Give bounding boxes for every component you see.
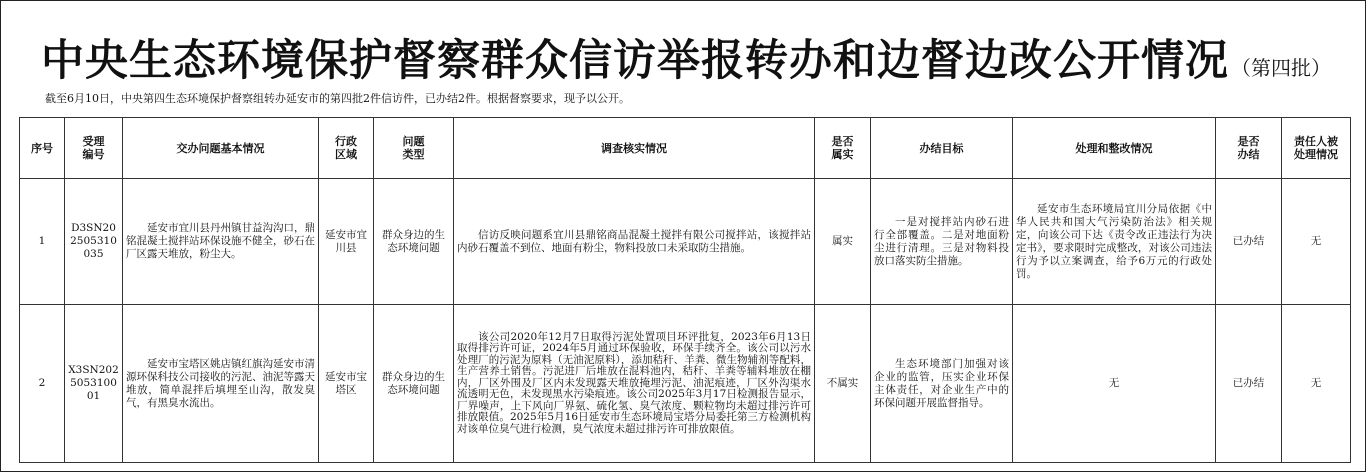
cell-region: 延安市宜川县 [319, 179, 374, 305]
cell-accountable: 无 [1282, 179, 1351, 305]
table-row [20, 179, 1351, 305]
petition-table [19, 117, 1351, 463]
header-region: 行政区域 [319, 118, 374, 179]
header-type: 问题类型 [374, 118, 454, 179]
cell-type: 群众身边的生态环境问题 [374, 305, 454, 463]
cell-basic: 延安市宝塔区姚店镇红旗沟延安市清源环保科技公司接收的污泥、油泥等露天堆放，简单混拌后填埋至山沟，散发臭气，有黑臭水流出。 [123, 305, 319, 463]
header-code: 受理编号 [65, 118, 123, 179]
cell-investigation: 该公司2020年12月7日取得污泥处置项目环评批复，2023年6月13日取得排污许可证，2024年5月通过环保验收，环保手续齐全。该公司以污水处理厂的污泥为原料（无油泥原料），添加秸秆、羊粪、微生物辅剂等配料，生产营养土销售。污泥进厂后堆放在混料池内，秸秆、羊粪等辅料堆放在棚内，厂区外围及厂区内未发现露天堆放掩埋污泥、油泥痕迹，厂区外沟渠水流透明无色，未发现黑水污染痕迹。该公司2025年3月17日检测报告显示，厂界噪声，上下风向厂界氨、硫化氢、臭气浓度、颗粒物均未超过排污许可排放限值。2025年5月16日延安市生态环境局宝塔分局委托第三方检测机构对该单位臭气进行检测，臭气浓度未超过排污许可排放限值。 [454, 305, 815, 463]
header-done: 是否办结 [1216, 118, 1282, 179]
batch-label: （第四批） [1231, 56, 1331, 80]
cell-verified: 不属实 [815, 305, 871, 463]
cell-goal: 一是对搅拌站内砂石进行全部覆盖。二是对地面粉尘进行清理。三是对物料投放口落实防尘措施。 [871, 179, 1013, 305]
intro-text: 截至6月10日，中央第四生态环境保护督察组转办延安市的第四批2件信访件，已办结2件。根据督察要求，现予以公开。 [45, 92, 630, 105]
cell-region: 延安市宝塔区 [319, 305, 374, 463]
cell-done: 已办结 [1216, 179, 1282, 305]
header-basic: 交办问题基本情况 [123, 118, 319, 179]
header-verified: 是否属实 [815, 118, 871, 179]
cell-code: D3SN202505310035 [65, 179, 123, 305]
cell-no: 1 [20, 179, 65, 305]
cell-investigation: 信访反映问题系宜川县鼎铭商品混凝土搅拌有限公司搅拌站，该搅拌站内砂石覆盖不到位、地面有粉尘，物料投放口未采取防尘措施。 [454, 179, 815, 305]
cell-basic: 延安市宜川县丹州镇甘益沟沟口，鼎铭混凝土搅拌站环保设施不健全，砂石在厂区露天堆放，粉尘大。 [123, 179, 319, 305]
cell-verified: 属实 [815, 179, 871, 305]
header-no: 序号 [20, 118, 65, 179]
cell-done: 已办结 [1216, 305, 1282, 463]
cell-handling: 延安市生态环境局宜川分局依据《中华人民共和国大气污染防治法》相关规定，向该公司下达《责令改正违法行为决定书》，要求限时完成整改，对该公司违法行为予以立案调查，给予6万元的行政处罚。 [1013, 179, 1216, 305]
cell-type: 群众身边的生态环境问题 [374, 179, 454, 305]
header-accountable: 责任人被处理情况 [1282, 118, 1351, 179]
title-row [41, 27, 1331, 88]
cell-no: 2 [20, 305, 65, 463]
header-goal: 办结目标 [871, 118, 1013, 179]
cell-accountable: 无 [1282, 305, 1351, 463]
cell-code: X3SN202505310001 [65, 305, 123, 463]
table-row [20, 305, 1351, 463]
table-header-row [20, 118, 1351, 179]
cell-goal: 生态环境部门加强对该企业的监管，压实企业环保主体责任，对企业生产中的环保问题开展监督指导。 [871, 305, 1013, 463]
page-title: 中央生态环境保护督察群众信访举报转办和边督边改公开情况 [41, 36, 1229, 86]
header-handling: 处理和整改情况 [1013, 118, 1216, 179]
header-investigation: 调查核实情况 [454, 118, 815, 179]
cell-handling: 无 [1013, 305, 1216, 463]
